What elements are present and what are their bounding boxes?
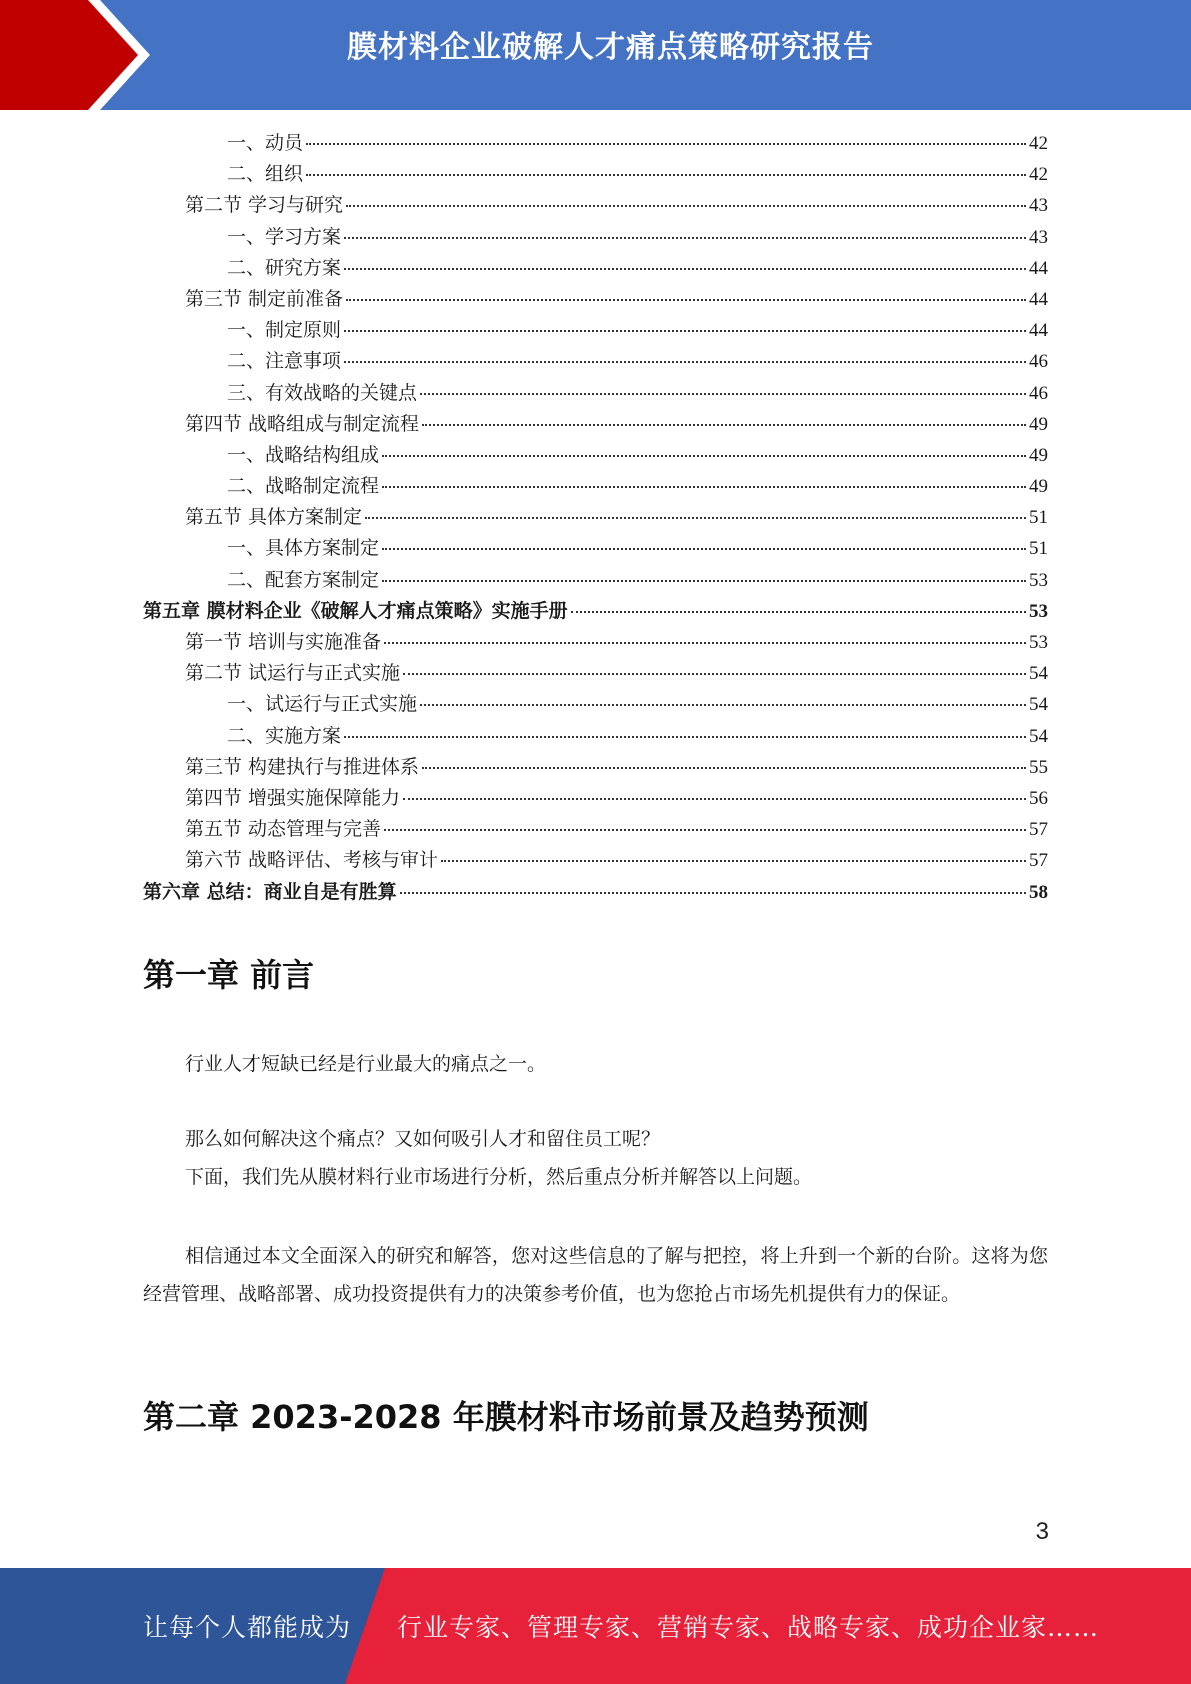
toc-entry[interactable] bbox=[143, 658, 1048, 689]
report-title: 膜材料企业破解人才痛点策略研究报告 bbox=[347, 30, 874, 65]
toc-entry-label: 第五节 具体方案制定 bbox=[185, 506, 363, 529]
toc-entry-page: 46 bbox=[1029, 382, 1048, 404]
toc-entry[interactable] bbox=[143, 346, 1048, 377]
toc-dot-leader bbox=[422, 424, 1026, 426]
toc-dot-leader bbox=[400, 892, 1026, 894]
toc-dot-leader bbox=[344, 330, 1026, 332]
toc-entry-label: 二、研究方案 bbox=[227, 256, 342, 279]
page-footer bbox=[0, 1568, 1191, 1684]
toc-entry-label: 第六节 战略评估、考核与审计 bbox=[185, 849, 439, 872]
toc-dot-leader bbox=[306, 174, 1026, 176]
paragraph-4: 相信通过本文全面深入的研究和解答，您对这些信息的了解与把控，将上升到一个新的台阶。这将为您经营管理、战略部署、成功投资提供有力的决策参考价值，也为您抢占市场先机提供有力的保证。 bbox=[143, 1245, 1048, 1305]
toc-dot-leader bbox=[344, 268, 1026, 270]
toc-entry-label: 二、战略制定流程 bbox=[227, 475, 380, 498]
toc-entry[interactable] bbox=[143, 378, 1048, 409]
toc-entry-label: 一、学习方案 bbox=[227, 225, 342, 248]
toc-dot-leader bbox=[420, 704, 1026, 706]
toc-entry-label: 第六章 总结：商业自是有胜算 bbox=[143, 880, 397, 903]
toc-entry-page: 49 bbox=[1029, 444, 1048, 466]
table-of-contents bbox=[143, 128, 1048, 908]
toc-entry-page: 49 bbox=[1029, 413, 1048, 435]
toc-entry-label: 第一节 培训与实施准备 bbox=[185, 631, 382, 653]
page-number: 3 bbox=[1035, 1518, 1049, 1545]
toc-dot-leader bbox=[344, 237, 1026, 239]
toc-dot-leader bbox=[344, 736, 1026, 738]
toc-entry-label: 二、实施方案 bbox=[227, 724, 342, 747]
toc-entry-page: 46 bbox=[1029, 351, 1048, 373]
toc-entry-page: 53 bbox=[1029, 600, 1048, 622]
toc-entry[interactable] bbox=[143, 721, 1048, 752]
toc-entry-page: 58 bbox=[1029, 881, 1048, 903]
toc-entry-page: 53 bbox=[1029, 632, 1048, 653]
toc-dot-leader bbox=[346, 205, 1026, 207]
toc-dot-leader bbox=[571, 611, 1026, 613]
toc-entry[interactable] bbox=[143, 409, 1048, 440]
toc-entry-label: 第二节 学习与研究 bbox=[185, 194, 344, 217]
toc-entry-page: 51 bbox=[1029, 507, 1048, 529]
toc-dot-leader bbox=[344, 361, 1026, 363]
toc-entry[interactable] bbox=[143, 533, 1048, 564]
toc-entry-page: 54 bbox=[1029, 694, 1048, 716]
toc-entry-page: 56 bbox=[1029, 787, 1048, 809]
toc-entry-page: 57 bbox=[1029, 850, 1048, 872]
toc-entry[interactable] bbox=[143, 502, 1048, 533]
toc-entry[interactable] bbox=[143, 253, 1048, 284]
toc-entry-label: 一、具体方案制定 bbox=[227, 537, 380, 560]
toc-entry[interactable] bbox=[143, 222, 1048, 253]
paragraph-1: 行业人才短缺已经是行业最大的痛点之一。 bbox=[185, 1053, 547, 1075]
toc-dot-leader bbox=[384, 829, 1026, 831]
toc-entry-label: 二、配套方案制定 bbox=[227, 568, 380, 591]
toc-entry-label: 第五节 动态管理与完善 bbox=[185, 818, 382, 841]
toc-entry-label: 一、试运行与正式实施 bbox=[227, 693, 418, 716]
toc-dot-leader bbox=[422, 767, 1026, 769]
chapter-2-heading: 第二章 2023-2028 年膜材料市场前景及趋势预测 bbox=[143, 1398, 869, 1436]
toc-entry-label: 第四节 战略组成与制定流程 bbox=[185, 412, 420, 435]
toc-dot-leader bbox=[382, 548, 1026, 550]
toc-entry-label: 一、动员 bbox=[227, 132, 304, 154]
toc-entry-label: 一、制定原则 bbox=[227, 319, 342, 342]
toc-entry[interactable] bbox=[143, 752, 1048, 783]
toc-entry-page: 43 bbox=[1029, 226, 1048, 248]
toc-entry[interactable] bbox=[143, 877, 1048, 908]
toc-entry[interactable] bbox=[143, 689, 1048, 720]
toc-dot-leader bbox=[403, 798, 1026, 800]
footer-slogan-left: 让每个人都能成为 bbox=[143, 1613, 352, 1642]
toc-entry-page: 51 bbox=[1029, 538, 1048, 560]
toc-dot-leader bbox=[365, 517, 1026, 519]
toc-entry-label: 第二节 试运行与正式实施 bbox=[185, 662, 401, 685]
toc-dot-leader bbox=[382, 455, 1026, 457]
paragraph-2: 那么如何解决这个痛点？又如何吸引人才和留住员工呢？ bbox=[185, 1128, 661, 1150]
toc-entry[interactable] bbox=[143, 845, 1048, 876]
footer-slogan-right: 行业专家、管理专家、营销专家、战略专家、成功企业家…… bbox=[397, 1613, 1100, 1642]
chapter-1-heading: 第一章 前言 bbox=[143, 956, 315, 994]
toc-entry[interactable] bbox=[143, 627, 1048, 658]
toc-entry-page: 44 bbox=[1029, 257, 1048, 279]
toc-dot-leader bbox=[306, 143, 1026, 145]
toc-entry[interactable] bbox=[143, 284, 1048, 315]
toc-dot-leader bbox=[346, 299, 1026, 301]
toc-entry[interactable] bbox=[143, 440, 1048, 471]
toc-entry[interactable] bbox=[143, 814, 1048, 845]
toc-entry-page: 54 bbox=[1029, 725, 1048, 747]
toc-entry[interactable] bbox=[143, 565, 1048, 596]
toc-entry-label: 第三节 构建执行与推进体系 bbox=[185, 755, 420, 778]
toc-entry-page: 53 bbox=[1029, 569, 1048, 591]
toc-dot-leader bbox=[382, 486, 1026, 488]
toc-entry[interactable] bbox=[143, 159, 1048, 190]
toc-entry-label: 第五章 膜材料企业《破解人才痛点策略》实施手册 bbox=[143, 599, 568, 622]
toc-entry-page: 55 bbox=[1029, 756, 1048, 778]
toc-entry[interactable] bbox=[143, 596, 1048, 627]
toc-entry[interactable] bbox=[143, 190, 1048, 221]
toc-entry-page: 42 bbox=[1029, 133, 1048, 154]
toc-entry-page: 44 bbox=[1029, 288, 1048, 310]
page-header bbox=[0, 0, 1191, 110]
toc-dot-leader bbox=[420, 393, 1026, 395]
toc-entry-page: 44 bbox=[1029, 320, 1048, 342]
toc-entry-page: 54 bbox=[1029, 663, 1048, 685]
toc-dot-leader bbox=[441, 860, 1026, 862]
toc-entry[interactable] bbox=[143, 471, 1048, 502]
toc-entry[interactable] bbox=[143, 315, 1048, 346]
toc-entry-page: 49 bbox=[1029, 476, 1048, 498]
toc-entry-label: 三、有效战略的关键点 bbox=[227, 381, 418, 404]
toc-entry-page: 42 bbox=[1029, 164, 1048, 186]
toc-entry-page: 57 bbox=[1029, 819, 1048, 841]
toc-entry-label: 二、注意事项 bbox=[227, 350, 342, 373]
toc-entry[interactable] bbox=[143, 128, 1048, 159]
toc-entry-label: 第四节 增强实施保障能力 bbox=[185, 786, 401, 809]
toc-dot-leader bbox=[382, 580, 1026, 582]
toc-entry-label: 二、组织 bbox=[227, 163, 304, 186]
toc-dot-leader bbox=[384, 642, 1026, 644]
paragraph-3: 下面，我们先从膜材料行业市场进行分析，然后重点分析并解答以上问题。 bbox=[185, 1166, 813, 1188]
toc-entry-label: 第三节 制定前准备 bbox=[185, 287, 344, 310]
toc-entry-label: 一、战略结构组成 bbox=[227, 443, 380, 466]
toc-dot-leader bbox=[403, 673, 1026, 675]
toc-entry-page: 43 bbox=[1029, 195, 1048, 217]
toc-entry[interactable] bbox=[143, 783, 1048, 814]
